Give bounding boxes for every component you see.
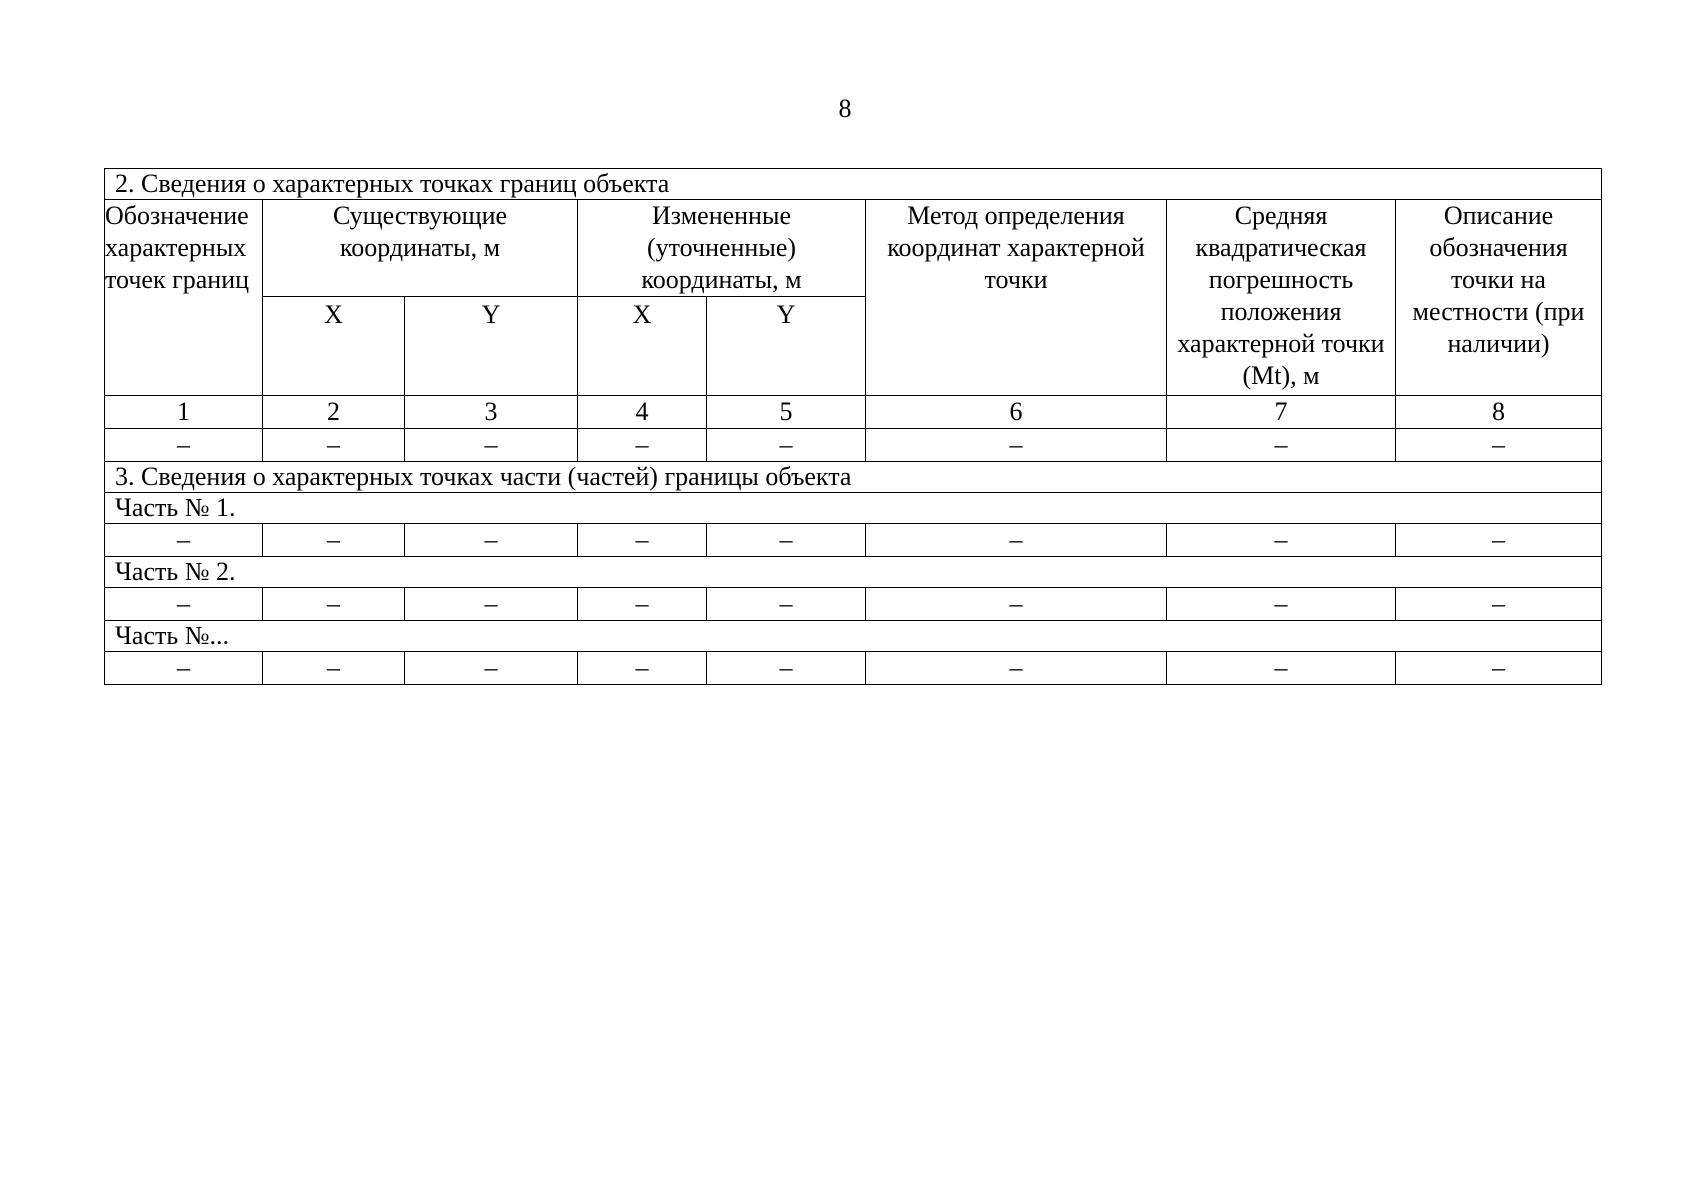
table-cell: – — [707, 652, 866, 685]
header-location-description: Описание обозначения точки на местности (при наличии) — [1396, 200, 1602, 396]
table-cell: – — [707, 588, 866, 621]
header-existing-y: Y — [405, 297, 578, 396]
table-cell: – — [866, 524, 1167, 557]
table-cell: – — [866, 652, 1167, 685]
column-number: 5 — [707, 396, 866, 429]
header-mean-square-error: Средняя квадратическая погрешность положения характерной точки (Mt), м — [1167, 200, 1396, 396]
header-method: Метод определения координат характерной точки — [866, 200, 1167, 396]
part-1-title: Часть № 1. — [105, 493, 1602, 524]
table-cell: – — [1167, 429, 1396, 462]
column-number: 6 — [866, 396, 1167, 429]
header-changed-coordinates: Измененные (уточненные) координаты, м — [578, 200, 866, 297]
column-number: 7 — [1167, 396, 1396, 429]
table-cell: – — [105, 652, 263, 685]
header-point-designation: Обозначение характерных точек границ — [105, 200, 263, 396]
column-number: 2 — [263, 396, 405, 429]
part-2-title: Часть № 2. — [105, 557, 1602, 588]
header-changed-x: X — [578, 297, 707, 396]
table-cell: – — [1396, 652, 1602, 685]
table-cell: – — [1396, 429, 1602, 462]
column-number-row — [105, 396, 1602, 429]
table-row — [105, 652, 1602, 685]
table-cell: – — [866, 429, 1167, 462]
header-existing-coordinates: Существующие координаты, м — [263, 200, 578, 297]
section-2-title: 2. Сведения о характерных точках границ объекта — [105, 169, 1602, 200]
table-cell: – — [578, 588, 707, 621]
table-cell: – — [707, 429, 866, 462]
table-cell: – — [405, 524, 578, 557]
table-cell: – — [1167, 652, 1396, 685]
column-number: 4 — [578, 396, 707, 429]
table-cell: – — [1396, 524, 1602, 557]
table-cell: – — [105, 429, 263, 462]
table-cell: – — [1167, 588, 1396, 621]
table-cell: – — [263, 588, 405, 621]
section-3-title: 3. Сведения о характерных точках части (частей) границы объекта — [105, 462, 1602, 493]
header-changed-y: Y — [707, 297, 866, 396]
column-number: 3 — [405, 396, 578, 429]
table-row — [105, 588, 1602, 621]
table-cell: – — [405, 588, 578, 621]
table-row — [105, 524, 1602, 557]
table-cell: – — [405, 652, 578, 685]
table-row — [105, 429, 1602, 462]
table-cell: – — [405, 429, 578, 462]
part-n-title: Часть №... — [105, 621, 1602, 652]
table-cell: – — [866, 588, 1167, 621]
table-cell: – — [1396, 588, 1602, 621]
table-cell: – — [263, 429, 405, 462]
table-cell: – — [263, 652, 405, 685]
table-cell: – — [263, 524, 405, 557]
boundary-points-table — [104, 168, 1602, 685]
page-number: 8 — [838, 94, 852, 123]
column-number: 1 — [105, 396, 263, 429]
table-cell: – — [578, 524, 707, 557]
table-cell: – — [578, 652, 707, 685]
header-existing-x: X — [263, 297, 405, 396]
table-cell: – — [105, 524, 263, 557]
table-cell: – — [1167, 524, 1396, 557]
table-cell: – — [707, 524, 866, 557]
column-number: 8 — [1396, 396, 1602, 429]
table-cell: – — [105, 588, 263, 621]
table-cell: – — [578, 429, 707, 462]
